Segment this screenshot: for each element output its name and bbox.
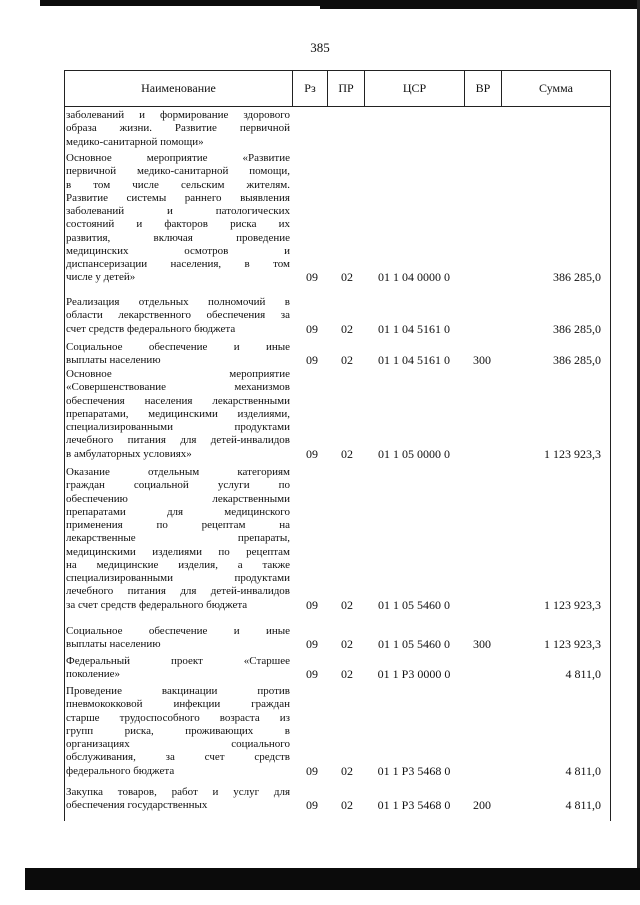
row-rz: 09: [306, 321, 318, 336]
row-name-line: обеспечению лекарственными: [66, 492, 290, 505]
row-name-line: первичной медико-санитарной помощи,: [66, 165, 290, 178]
row-name-line: обеспечения населения лекарственными: [66, 394, 290, 407]
row-rz: 09: [306, 597, 318, 612]
row-name: [66, 368, 290, 461]
row-name-line: применения по рецептам на: [66, 519, 290, 531]
column-header-vr: ВР: [464, 71, 501, 106]
row-rz: 09: [306, 667, 318, 682]
row-name-line: образа жизни. Развитие первичной: [66, 122, 290, 135]
row-csr: 01 1 04 0000 0: [378, 270, 450, 285]
row-name-line: Развитие системы раннего выявления: [66, 191, 290, 204]
row-name-line: лечебного питания для детей-инвалидов: [66, 585, 290, 598]
table-right-border: [610, 106, 611, 821]
row-name-line: выплаты населению: [66, 638, 161, 651]
row-name-line: за счет средств федерального бюджета: [66, 598, 248, 611]
row-name-line: пневмококковой инфекции граждан: [66, 698, 290, 711]
row-name-line: выплаты населению: [66, 354, 161, 367]
row-name-line: специализированными продуктами: [66, 421, 290, 433]
row-name-line: «Совершенствование механизмов: [66, 381, 290, 394]
table-left-border: [64, 106, 65, 821]
row-name-line: Социальное обеспечение и иные: [66, 341, 290, 353]
row-name-line: Основное мероприятие: [66, 368, 290, 380]
row-csr: 01 1 05 0000 0: [378, 446, 450, 461]
row-rz: 09: [306, 798, 318, 813]
row-sum: 386 285,0: [553, 353, 601, 368]
scan-border-bottom: [25, 868, 640, 890]
row-name-line: в том числе сельским жителям.: [66, 178, 290, 191]
row-name-line: лекарственные препараты,: [66, 532, 290, 545]
row-name-line: диспансеризации населения, в том: [66, 258, 290, 270]
row-name-line: заболеваний и формирование здорового: [66, 109, 290, 121]
row-name-line: медицинскими изделиями по рецептам: [66, 545, 290, 558]
row-name-line: групп риска, проживающих в: [66, 724, 290, 737]
scan-border-top-inner: [320, 6, 640, 9]
row-name-line: Оказание отдельным категориям: [66, 466, 290, 478]
column-header-csr: ЦСР: [364, 71, 464, 106]
row-name-line: федерального бюджета: [66, 764, 175, 777]
row-name-line: Федеральный проект «Старшее: [66, 655, 290, 667]
row-name-line: организациях социального: [66, 738, 290, 750]
row-vr: 200: [473, 798, 491, 813]
column-header-sum: Сумма: [501, 71, 610, 106]
row-pr: 02: [341, 798, 353, 813]
row-name: [66, 786, 290, 813]
row-sum: 4 811,0: [565, 798, 601, 813]
row-name: [66, 341, 290, 368]
row-name-line: старше трудоспособного возраста из: [66, 711, 290, 724]
row-name-line: обеспечения государственных: [66, 799, 208, 812]
column-header-pr: ПР: [327, 71, 364, 106]
row-pr: 02: [341, 763, 353, 778]
row-name-line: в амбулаторных условиях»: [66, 447, 192, 460]
row-name: [66, 685, 290, 778]
row-rz: 09: [306, 763, 318, 778]
row-name-line: препаратами для медицинского: [66, 505, 290, 518]
row-pr: 02: [341, 667, 353, 682]
row-name-line: на медицинские изделия, а также: [66, 558, 290, 571]
row-pr: 02: [341, 637, 353, 652]
row-name-line: области лекарственного обеспечения за: [66, 309, 290, 322]
row-rz: 09: [306, 353, 318, 368]
row-name: [66, 296, 290, 336]
row-name-line: медико-санитарной помощи»: [66, 135, 204, 148]
row-csr: 01 1 P3 5468 0: [377, 763, 451, 778]
row-sum: 1 123 923,3: [544, 446, 601, 461]
row-sum: 1 123 923,3: [544, 597, 601, 612]
column-header-rz: Рз: [292, 71, 327, 106]
row-name-line: поколение»: [66, 668, 121, 681]
row-csr: 01 1 04 5161 0: [378, 321, 450, 336]
row-sum: 4 811,0: [565, 763, 601, 778]
row-sum: 4 811,0: [565, 667, 601, 682]
row-csr: 01 1 05 5460 0: [378, 637, 450, 652]
row-pr: 02: [341, 270, 353, 285]
row-name: [66, 625, 290, 652]
page-number: 385: [310, 40, 330, 55]
row-csr: 01 1 04 5161 0: [378, 353, 450, 368]
row-name-line: Проведение вакцинации против: [66, 685, 290, 697]
row-name: [66, 152, 290, 285]
column-header-name: Наименование: [141, 81, 216, 95]
row-name-line: Социальное обеспечение и иные: [66, 625, 290, 637]
row-sum: 386 285,0: [553, 270, 601, 285]
row-name-line: граждан социальной услуги по: [66, 479, 290, 492]
row-vr: 300: [473, 353, 491, 368]
row-name-line: заболеваний и патологических: [66, 205, 290, 217]
row-name-line: лечебного питания для детей-инвалидов: [66, 434, 290, 447]
row-csr: 01 1 P3 5468 0: [377, 798, 451, 813]
row-name: [66, 466, 290, 612]
row-name-line: препаратами, медицинскими изделиями,: [66, 407, 290, 420]
row-pr: 02: [341, 597, 353, 612]
row-name-line: состояний и факторов риска их: [66, 218, 290, 231]
row-sum: 1 123 923,3: [544, 637, 601, 652]
row-name-line: медицинских осмотров и: [66, 244, 290, 257]
row-rz: 09: [306, 637, 318, 652]
row-rz: 09: [306, 270, 318, 285]
row-name: [66, 109, 290, 149]
row-sum: 386 285,0: [553, 321, 601, 336]
row-csr: 01 1 P3 0000 0: [377, 667, 451, 682]
row-vr: 300: [473, 637, 491, 652]
row-pr: 02: [341, 446, 353, 461]
row-name-line: обслуживания, за счет средств: [66, 751, 290, 764]
row-name-line: числе у детей»: [66, 271, 136, 284]
table-header: [64, 70, 611, 107]
row-name: [66, 655, 290, 682]
row-name-line: Основное мероприятие «Развитие: [66, 152, 290, 164]
row-name-line: Закупка товаров, работ и услуг для: [66, 786, 290, 798]
row-name-line: Реализация отдельных полномочий в: [66, 296, 290, 308]
row-rz: 09: [306, 446, 318, 461]
row-csr: 01 1 05 5460 0: [378, 597, 450, 612]
row-name-line: специализированными продуктами: [66, 572, 290, 584]
row-pr: 02: [341, 321, 353, 336]
row-name-line: счет средств федерального бюджета: [66, 322, 236, 335]
row-name-line: развития, включая проведение: [66, 231, 290, 244]
row-pr: 02: [341, 353, 353, 368]
